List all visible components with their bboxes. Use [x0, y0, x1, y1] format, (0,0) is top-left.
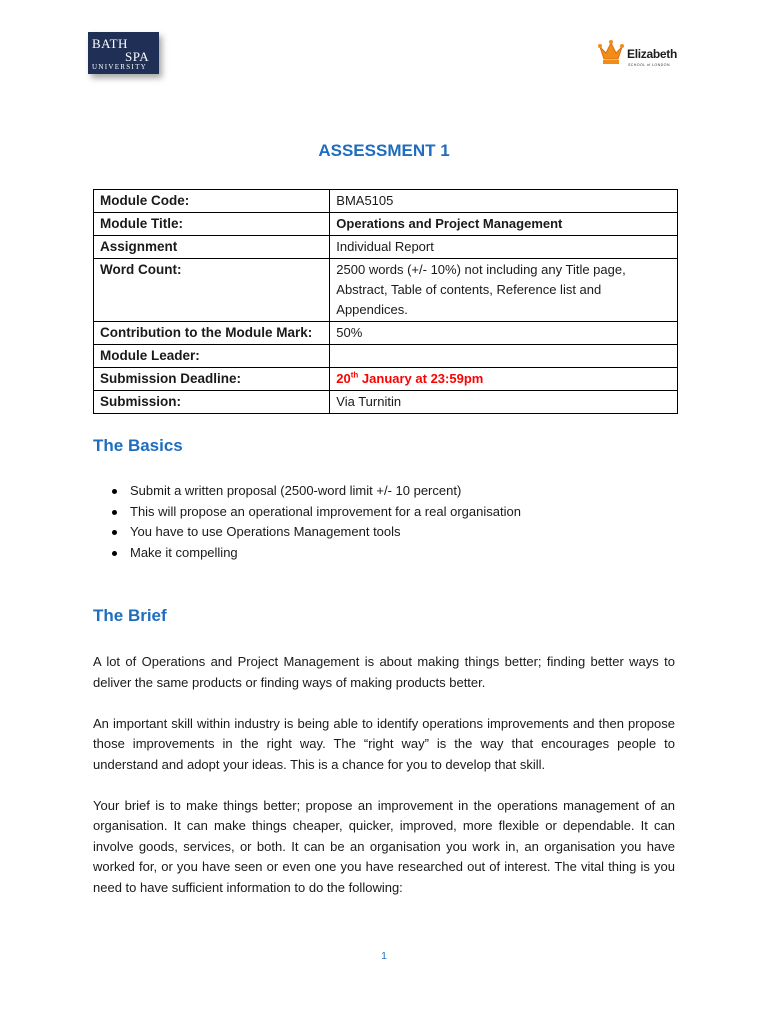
module-title-value: Operations and Project Management	[330, 213, 678, 236]
basics-heading: The Basics	[93, 436, 183, 455]
table-row	[94, 259, 678, 322]
table-row	[94, 322, 678, 345]
deadline-rest: January at 23:59pm	[358, 371, 484, 386]
brief-paragraph: An important skill within industry is being able to identify operations improvements and then propose those improvements in the right way. The “right way” is the way that encourages people to understand and adopt your ideas. This is a chance for you to develop that skill.	[93, 715, 675, 772]
logo-text-spa: SPA	[125, 49, 150, 64]
logo-text-bath: BATH	[92, 36, 128, 51]
deadline-day: 20	[336, 371, 351, 386]
table-row	[94, 391, 678, 414]
contribution-value: 50%	[330, 322, 678, 345]
word-count-label: Word Count:	[94, 259, 330, 322]
assignment-label: Assignment	[94, 236, 330, 259]
brief-paragraph: Your brief is to make things better; propose an improvement in the operations management of an organisation. It can make things cheaper, quicker, improved, more flexible or dependable. It can involve goods, services, or both. It can be an organisation you work in, an organisation you have worked for, or you have seen or even one you have researched out of interest. The vital thing is you need to have sufficient information to do the following:	[93, 797, 675, 895]
contribution-label: Contribution to the Module Mark:	[94, 322, 330, 345]
logo-text-tagline: SCHOOL of LONDON	[628, 63, 670, 67]
table-row	[94, 190, 678, 213]
assignment-value: Individual Report	[330, 236, 678, 259]
deadline-day-suffix: th	[350, 370, 359, 380]
elizabeth-school-logo	[598, 37, 678, 69]
list-item: Submit a written proposal (2500-word limit +/- 10 percent)	[93, 481, 521, 502]
module-code-label: Module Code:	[94, 190, 330, 213]
table-row	[94, 368, 678, 391]
table-row	[94, 213, 678, 236]
submission-label: Submission:	[94, 391, 330, 414]
module-info-table	[93, 189, 678, 414]
submission-deadline-label: Submission Deadline:	[94, 368, 330, 391]
brief-paragraph: A lot of Operations and Project Management is about making things better; finding better ways to deliver the same products or finding ways of making products better.	[93, 654, 675, 690]
module-title-label: Module Title:	[94, 213, 330, 236]
page-number: 1	[381, 951, 387, 962]
module-leader-value	[330, 345, 678, 368]
list-item: Make it compelling	[93, 543, 521, 564]
basics-list	[93, 481, 521, 563]
brief-body	[93, 652, 675, 919]
logo-text-elizabeth: Elizabeth	[627, 47, 677, 61]
submission-deadline-value	[330, 368, 678, 391]
table-row	[94, 345, 678, 368]
logo-text-university: UNIVERSITY	[92, 63, 147, 71]
module-leader-label: Module Leader:	[94, 345, 330, 368]
submission-value: Via Turnitin	[330, 391, 678, 414]
bath-spa-logo	[88, 32, 159, 74]
document-title: ASSESSMENT 1	[318, 141, 450, 160]
brief-heading: The Brief	[93, 606, 167, 625]
crown-icon	[598, 39, 624, 67]
table-row	[94, 236, 678, 259]
list-item: This will propose an operational improvement for a real organisation	[93, 502, 521, 523]
module-code-value: BMA5105	[330, 190, 678, 213]
word-count-value: 2500 words (+/- 10%) not including any Title page, Abstract, Table of contents, Reference list and Appendices.	[330, 259, 678, 322]
list-item: You have to use Operations Management tools	[93, 522, 521, 543]
